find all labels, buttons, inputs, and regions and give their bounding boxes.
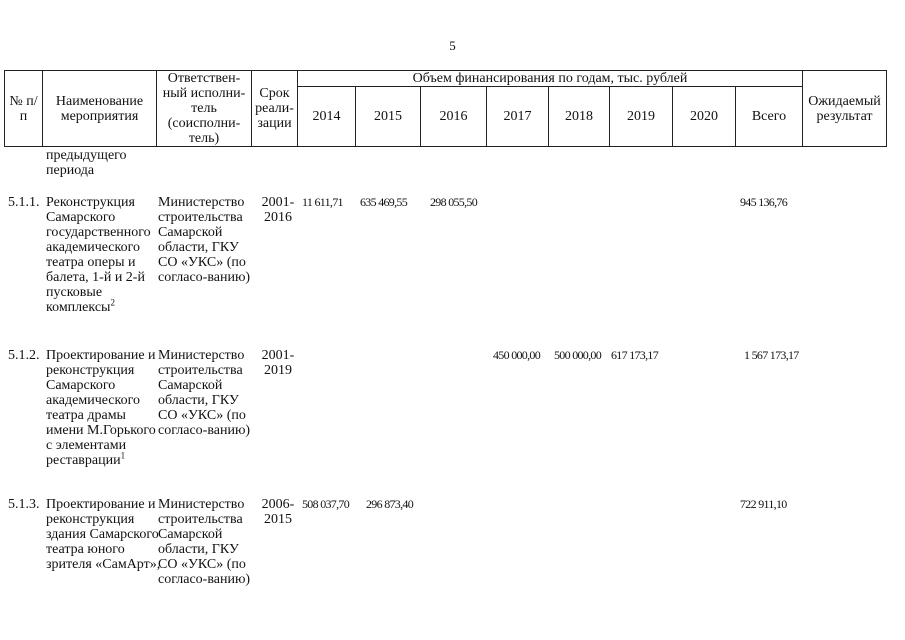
page-number: 5: [449, 38, 456, 53]
header-year-2014: 2014: [298, 87, 356, 147]
implementation-term: 2006-2015: [261, 497, 295, 527]
value-2014: 508 037,70: [302, 497, 350, 511]
responsible-executor: Министерство строительства Самарской области, ГКУ СО «УКС» (по согласо-ванию): [158, 497, 251, 587]
header-year-2016: 2016: [421, 87, 487, 147]
value-2015: 296 873,40: [366, 497, 414, 511]
row-number: 5.1.3.: [8, 497, 40, 512]
header-year-2020: 2020: [673, 87, 736, 147]
financing-table: [4, 70, 887, 147]
value-2016: 298 055,50: [430, 195, 478, 209]
header-result: Ожидаемый результат: [803, 71, 887, 147]
value-2015: 635 469,55: [360, 195, 408, 209]
implementation-term: 2001-2019: [261, 348, 295, 378]
responsible-executor: Министерство строительства Самарской области, ГКУ СО «УКС» (по согласо-ванию): [158, 348, 251, 438]
value-2017: 450 000,00: [493, 348, 541, 362]
header-name: Наименование мероприятия: [43, 71, 157, 147]
header-year-2017: 2017: [487, 87, 549, 147]
header-year-2015: 2015: [356, 87, 421, 147]
carryover-text: предыдущего периода: [46, 148, 127, 178]
header-responsible: Ответствен-ный исполни-тель (соисполни-тель): [157, 71, 252, 147]
value-2018: 500 000,00: [554, 348, 602, 362]
measure-name: Проектирование и реконструкция Самарского академического театра драмы имени М.Горького с элементами реставрации$^1$: [46, 348, 156, 468]
footnote-mark: 1: [120, 450, 126, 461]
header-no: № п/п: [5, 71, 43, 147]
header-year-2019: 2019: [610, 87, 673, 147]
row-number: 5.1.1.: [8, 195, 40, 210]
value-2014: 11 611,71: [302, 195, 343, 209]
value-total: 722 911,10: [740, 497, 787, 511]
footnote-mark: 2: [110, 297, 115, 308]
responsible-executor: Министерство строительства Самарской области, ГКУ СО «УКС» (по согласо-ванию): [158, 195, 251, 285]
measure-name: Реконструкция Самарского государственного академического театра оперы и балета, 1-й и 2-й пусковые комплексы$^2$: [46, 195, 151, 315]
value-total: 945 136,76: [740, 195, 788, 209]
implementation-term: 2001-2016: [261, 195, 295, 225]
value-2019: 617 173,17: [611, 348, 659, 362]
value-total: 1 567 173,17: [744, 348, 799, 362]
row-number: 5.1.2.: [8, 348, 40, 363]
header-total: Всего: [736, 87, 803, 147]
header-financing: Объем финансирования по годам, тыс. рублей: [298, 71, 803, 87]
header-year-2018: 2018: [549, 87, 610, 147]
measure-name: Проектирование и реконструкция здания Самарского театра юного зрителя «СамАрт»,: [46, 497, 161, 572]
header-term: Срок реали-зации: [252, 71, 298, 147]
